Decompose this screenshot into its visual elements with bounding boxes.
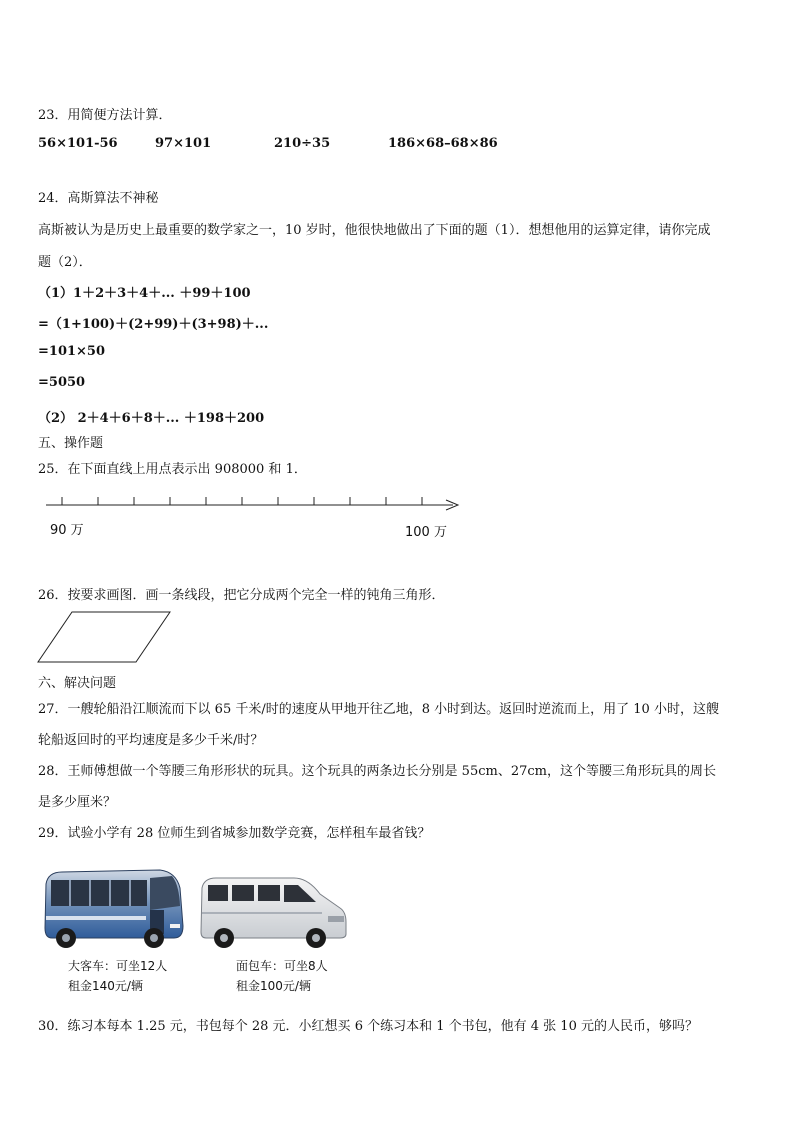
number-line [38, 490, 468, 520]
number-line-start-label: 90 万 [50, 523, 84, 538]
parallelogram-shape [38, 612, 170, 662]
q24-step4: =5050 [38, 375, 86, 390]
number-line-ticks [62, 497, 422, 505]
q24-step2: =（1+100)＋(2+99)＋(3+98)＋... [38, 317, 269, 332]
van-image [198, 872, 348, 954]
parallelogram-figure [36, 610, 176, 666]
q24-part2: （2） 2＋4＋6＋8＋... ＋198＋200 [38, 411, 265, 426]
q23-expression-3: 210÷35 [274, 136, 331, 151]
q27-line2: 轮船返回时的平均速度是多少千米/时？ [38, 733, 264, 748]
q28-line2: 是多少厘米？ [38, 795, 117, 810]
q30-title: 30．练习本每本 1.25 元，书包每个 28 元．小红想买 6 个练习本和 1 个书包，他有 4 张 10 元的人民币，够吗？ [38, 1019, 698, 1034]
section6-heading: 六、解决问题 [38, 676, 117, 691]
q23-expression-4: 186×68–68×86 [388, 136, 498, 151]
q23-expression-2: 97×101 [155, 136, 212, 151]
bus-price-label: 租金140元/辆 [68, 979, 143, 993]
q28-line1: 28．王师傅想做一个等腰三角形形状的玩具。这个玩具的两条边长分别是 55cm、27cm，这个等腰三角形玩具的周长 [38, 764, 716, 779]
q29-title: 29．试验小学有 28 位师生到省城参加数学竞赛，怎样租车最省钱？ [38, 826, 431, 841]
section5-heading: 五、操作题 [38, 436, 104, 451]
q24-title: 24．高斯算法不神秘 [38, 191, 159, 206]
q24-intro-line2: 题（2）． [38, 255, 92, 270]
bus-image [42, 866, 187, 954]
bus-capacity-label: 大客车：可坐12人 [68, 959, 168, 973]
q24-intro-line1: 高斯被认为是历史上最重要的数学家之一，10 岁时，他很快地做出了下面的题（1）．想想他用的运算定律，请你完成 [38, 223, 711, 238]
q23-expression-1: 56×101-56 [38, 136, 118, 151]
q26-title: 26．按要求画图．画一条线段，把它分成两个完全一样的钝角三角形． [38, 588, 445, 603]
van-price-label: 租金100元/辆 [236, 979, 311, 993]
number-line-end-label: 100 万 [405, 525, 447, 540]
q27-line1: 27．一艘轮船沿江顺流而下以 65 千米/时的速度从甲地开往乙地，8 小时到达。返回时逆流而上，用了 10 小时，这艘 [38, 702, 719, 717]
q25-title: 25．在下面直线上用点表示出 908000 和 1． [38, 462, 307, 477]
q24-step3: =101×50 [38, 344, 106, 359]
q23-title: 23．用简便方法计算． [38, 108, 172, 123]
van-capacity-label: 面包车：可坐8人 [236, 959, 328, 973]
q24-step1: （1）1＋2＋3＋4＋... ＋99＋100 [38, 286, 251, 301]
